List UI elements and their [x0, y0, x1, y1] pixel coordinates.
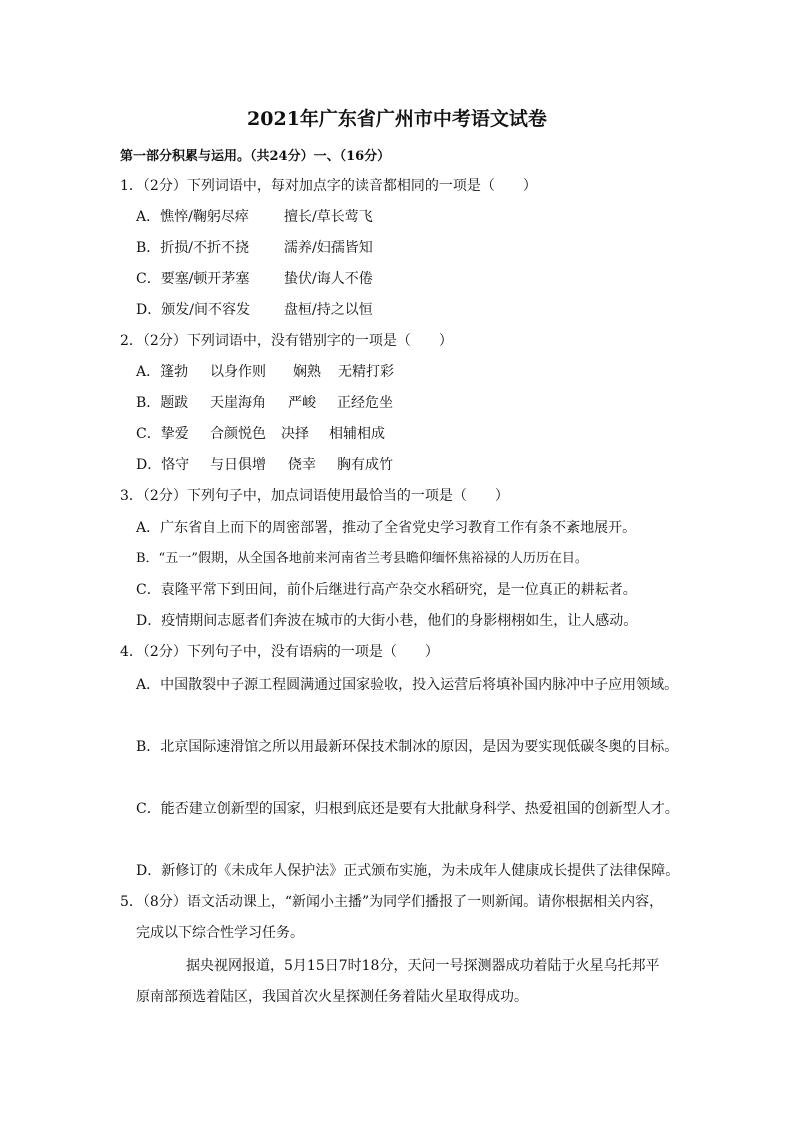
- question-3-option-b: B．“五一”假期，从全国各地前来河南省兰考县瞻仰缅怀焦裕禄的人历历在目。: [136, 551, 588, 566]
- question-2-option-a: A．篷勃 以身作则 娴熟 无精打彩: [136, 364, 394, 380]
- question-2-option-d: D．恪守 与日俱增 侥幸 胸有成竹: [136, 457, 393, 473]
- page-title: 2021年广东省广州市中考语文试卷: [247, 108, 547, 130]
- question-4-option-c: C．能否建立创新型的国家，归根到底还是要有大批献身科学、热爱祖国的创新型人才。: [136, 801, 679, 817]
- question-2-stem: 2．（2分）下列词语中，没有错别字的一项是（ ）: [120, 333, 453, 349]
- question-4-option-b: B．北京国际速滑馆之所以用最新环保技术制冰的原因，是因为要实现低碳冬奥的目标。: [136, 739, 679, 755]
- question-5-passage-line-1: 据央视网报道，5月15日7时18分，天问一号探测器成功着陆于火星乌托邦平: [186, 958, 660, 974]
- question-1-option-a: A．憔悴/鞠躬尽瘁 擅长/草长莺飞: [136, 209, 373, 225]
- question-5-passage-line-2: 原南部预选着陆区，我国首次火星探测任务着陆火星取得成功。: [136, 989, 528, 1005]
- question-2-option-b: B．题跋 天崖海角 严峻 正经危坐: [136, 395, 393, 411]
- question-4-option-d: D．新修订的《未成年人保护法》正式颁布实施，为未成年人健康成长提供了法律保障。: [136, 863, 680, 879]
- question-1-option-b: B．折损/不折不挠 濡养/妇孺皆知: [136, 240, 373, 256]
- question-4-option-a: A．中国散裂中子源工程圆满通过国家验收，投入运营后将填补国内脉冲中子应用领域。: [136, 677, 679, 693]
- question-3-option-c: C．袁隆平常下到田间，前仆后继进行高产杂交水稻研究，是一位真正的耕耘者。: [136, 582, 637, 598]
- part-header: 第一部分积累与运用。（共24分）一、（16分）: [120, 149, 391, 164]
- question-5-stem: 5．（8分）语文活动课上，“新闻小主播”为同学们播报了一则新闻。请你根据相关内容，: [120, 894, 664, 910]
- question-3-option-d: D．疫情期间志愿者们奔波在城市的大街小巷，他们的身影栩栩如生，让人感动。: [136, 613, 638, 629]
- question-1-option-c: C．要塞/顿开茅塞 蛰伏/诲人不倦: [136, 271, 373, 287]
- question-3-option-a: A．广东省自上而下的周密部署，推动了全省党史学习教育工作有条不紊地展开。: [136, 520, 637, 536]
- question-3-stem: 3．（2分）下列句子中，加点词语使用最恰当的一项是（ ）: [120, 488, 509, 504]
- question-4-stem: 4．（2分）下列句子中，没有语病的一项是（ ）: [120, 644, 439, 660]
- question-5-stem-continued: 完成以下综合性学习任务。: [136, 925, 304, 941]
- question-2-option-c: C．挚爱 合颜悦色 决择 相辅相成: [136, 426, 385, 442]
- question-1-stem: 1．（2分）下列词语中，每对加点字的读音都相同的一项是（ ）: [120, 178, 537, 194]
- question-1-option-d: D．颁发/间不容发 盘桓/持之以恒: [136, 302, 373, 318]
